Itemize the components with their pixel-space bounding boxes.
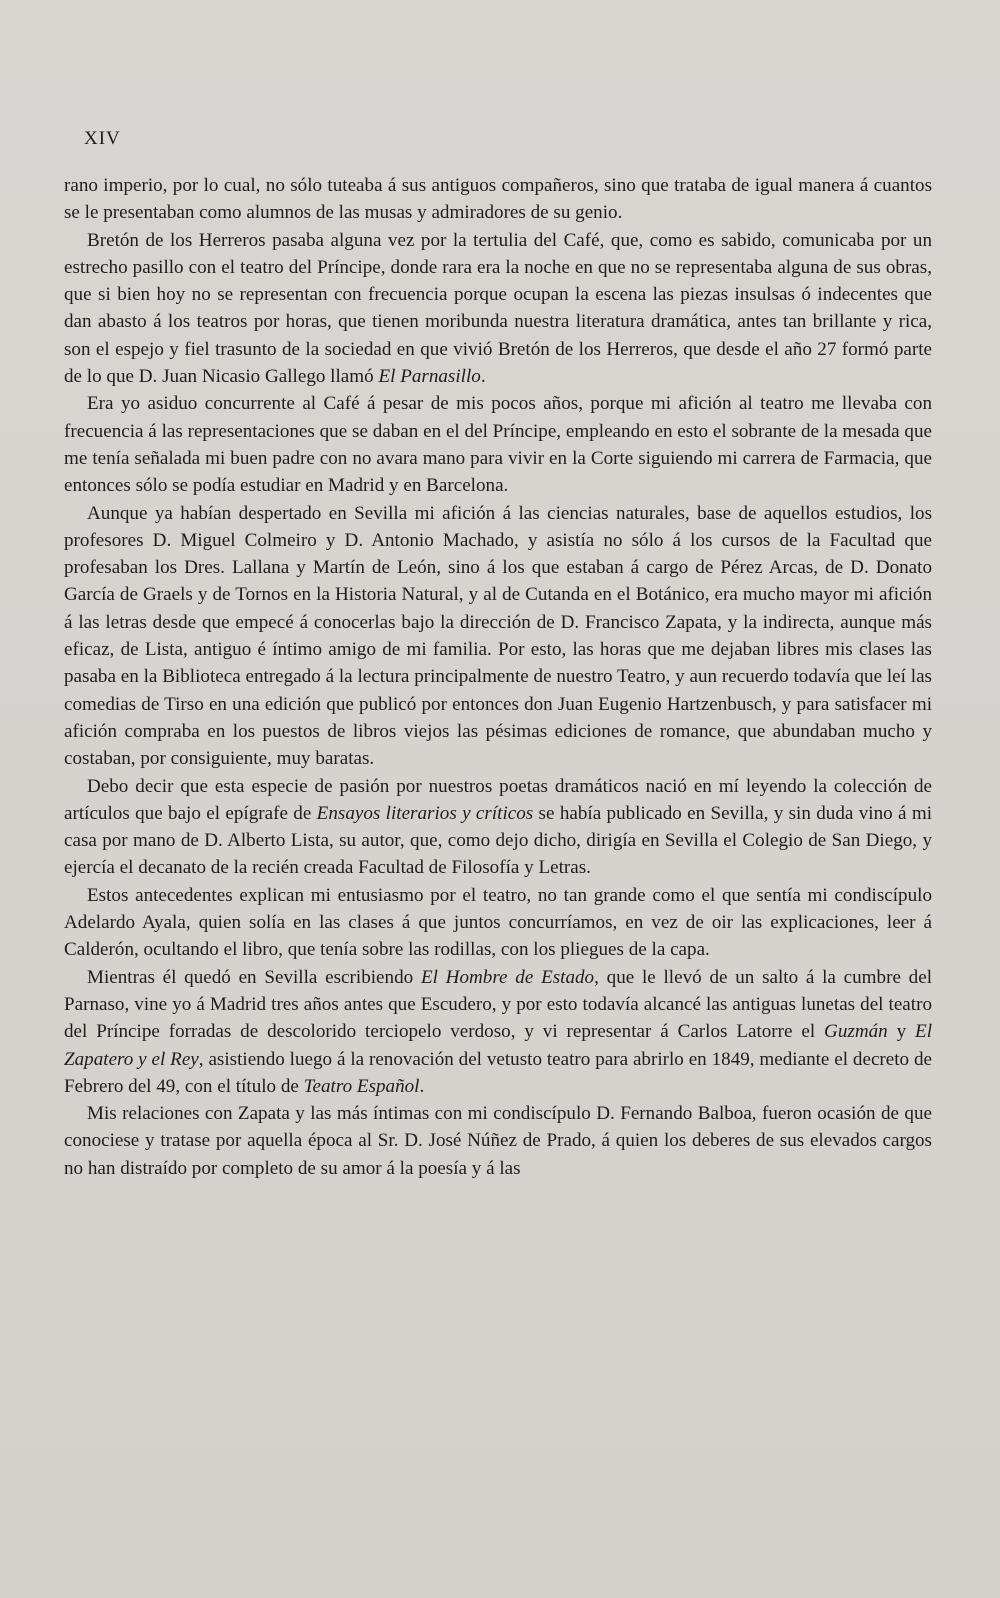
text-run: Debo decir que esta especie de pasión por nuestros poetas dramáticos nació en mí leyendo la colección de artículos que bajo el epígrafe de <box>64 775 932 824</box>
italic-title: Teatro Español <box>303 1075 420 1097</box>
text-run: Era yo asiduo concurrente al Café á pesar de mis pocos años, porque mi afición al teatro me llevaba con frecuencia á las representaciones que se daban en el del Príncipe, empleando en esto el sobrante de la mesada que me tenía señalada mi buen padre con no avara mano para vivir en la Corte siguiendo mi carrera de Farmacia, que entonces sólo se podía estudiar en Madrid y en Barcelona. <box>64 393 932 497</box>
italic-title: El Parnasillo <box>378 366 481 388</box>
italic-title: Ensayos literarios y críticos <box>316 802 534 824</box>
text-run: Estos antecedentes explican mi entusiasmo por el teatro, no tan grande como el que sentía mi condiscípulo Adelardo Ayala, quien solía en las clases á que juntos concurríamos, en vez de oir las explicaciones, leer á Calderón, ocultando el libro, que tenía sobre las rodillas, con los pliegues de la capa. <box>64 884 932 961</box>
paragraph <box>64 773 932 882</box>
text-run: rano imperio, por lo cual, no sólo tuteaba á sus antiguos compañeros, sino que trataba de igual manera á cuantos se le presentaban como alumnos de las musas y admiradores de su genio. <box>64 175 932 224</box>
text-run: . <box>419 1075 425 1097</box>
paragraph <box>64 172 932 227</box>
paragraph <box>64 227 932 391</box>
italic-title: Guzmán <box>824 1021 888 1043</box>
text-run: y <box>887 1021 916 1043</box>
italic-title: El Hombre de Estado <box>420 966 595 988</box>
page-number: XIV <box>84 128 121 149</box>
text-run: Mis relaciones con Zapata y las más íntimas con mi condiscípulo D. Fernando Balboa, fueron ocasión de que conociese y tratase por aquella época al Sr. D. José Núñez de Prado, á quien los deberes de sus elevados cargos no han distraído por completo de su amor á la poesía y á las <box>64 1103 932 1179</box>
italic-title: El Zapatero y el Rey <box>64 1021 932 1070</box>
text-run: se había publicado en Sevilla, y sin duda vino á mi casa por mano de D. Alberto Lista, su autor, que, como dejo dicho, dirigía en Sevilla el Colegio de San Diego, y ejercía el decanato de la recién creada Facultad de Filosofía y Letras. <box>64 802 932 879</box>
paragraph <box>64 1100 932 1182</box>
paragraph <box>64 882 932 964</box>
text-run: . <box>480 366 486 388</box>
paragraph <box>64 500 932 773</box>
text-run: , que le llevó de un salto á la cumbre del Parnaso, vine yo á Madrid tres años antes que Escudero, y por esto todavía alcancé las antiguas lunetas del teatro del Príncipe forradas de descolorido terciopelo verdoso, y vi representar á Carlos Latorre el <box>64 966 932 1043</box>
text-run: Aunque ya habían despertado en Sevilla mi afición á las ciencias naturales, base de aquellos estudios, los profesores D. Miguel Colmeiro y D. Antonio Machado, y asistía no sólo á los cursos de la Facultad que profesaban los Dres. Lallana y Martín de León, sino á los que estaban á cargo de Pérez Arcas, de D. Donato García de Graels y de Tornos en la Historia Natural, y al de Cutanda en el Botánico, era mucho mayor mi afición á las letras desde que empecé á conocerlas bajo la dirección de D. Francisco Zapata, y la indirecta, aunque más eficaz, de Lista, antiguo é íntimo amigo de mi familia. Por esto, las horas que me dejaban libres mis clases las pasaba en la Biblioteca entregado á la lectura principalmente de nuestro Teatro, y aun recuerdo todavía que leí las comedias de Tirso en una edición que publicó por entonces don Juan Eugenio Hartzenbusch, y para satisfacer mi afición compraba en los puestos de libros viejos las pésimas ediciones de romance, que abundaban mucho y costaban, por consiguiente, muy baratas. <box>64 502 932 770</box>
paragraph <box>64 964 932 1100</box>
text-run: Bretón de los Herreros pasaba alguna vez por la tertulia del Café, que, como es sabido, comunicaba por un estrecho pasillo con el teatro del Príncipe, donde rara era la noche en que no se representaba alguna de sus obras, que si bien hoy no se representan con frecuencia porque ocupan la escena las piezas insulsas ó indecentes que dan abasto á los teatros por horas, que tienen moribunda nuestra literatura dramática, antes tan brillante y rica, son el espejo y fiel trasunto de la sociedad en que vivió Bretón de los Herreros, que desde el año 27 formó parte de lo que D. Juan Nicasio Gallego llamó <box>64 229 932 388</box>
text-run: Mientras él quedó en Sevilla escribiendo <box>87 966 421 988</box>
body-text <box>64 172 932 1182</box>
text-run: , asistiendo luego á la renovación del vetusto teatro para abrirlo en 1849, mediante el decreto de Febrero del 49, con el título de <box>64 1048 932 1097</box>
paragraph <box>64 390 932 499</box>
